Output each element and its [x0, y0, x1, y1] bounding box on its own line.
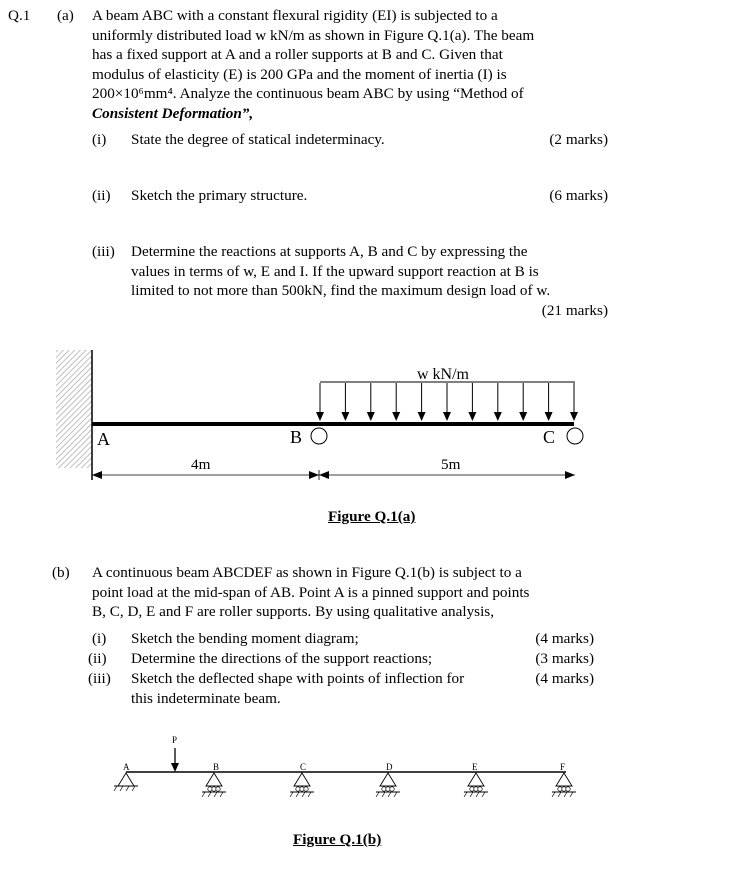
b-i-number: (i) [92, 630, 107, 647]
b-ii-number: (ii) [88, 650, 107, 667]
a-ii-text: Sketch the primary structure. [131, 187, 308, 204]
span-label-ab: 4m [191, 456, 211, 473]
udl-arrow [418, 383, 426, 421]
roller-c [567, 428, 583, 444]
udl-arrow [443, 383, 451, 421]
dim-arrow-a [92, 471, 102, 479]
part-a-label: (a) [57, 7, 74, 24]
part-a-line: uniformly distributed load w kN/m as shown in Figure Q.1(a). The beam [92, 26, 535, 44]
dim-arrow-c [565, 471, 575, 479]
udl-arrow [519, 383, 527, 421]
figure-a-caption: Figure Q.1(a) [328, 508, 416, 525]
udl-arrow [341, 383, 349, 421]
a-iii-marks: (21 marks) [541, 301, 608, 319]
point-load-arrow-head [171, 763, 179, 772]
a-ii-marks: (6 marks) [549, 187, 608, 204]
support-label-b: B [213, 762, 220, 772]
a-ii-number: (ii) [92, 187, 111, 204]
beam-abc [92, 422, 574, 426]
support-label-c: C [543, 427, 556, 447]
b-i-marks: (4 marks) [535, 630, 594, 647]
udl-label: w kN/m [417, 366, 469, 383]
udl-arrow [468, 383, 476, 421]
part-a-line: A beam ABC with a constant flexural rigidity (EI) is subjected to a [92, 7, 498, 24]
support-label-b: B [290, 427, 303, 447]
part-a-line: has a fixed support at A and a roller supports at B and C. Given that [92, 46, 503, 64]
figure-b-caption: Figure Q.1(b) [293, 831, 382, 848]
support-label-d: D [386, 762, 393, 772]
span-label-bc: 5m [441, 456, 461, 473]
support-label-a: A [97, 429, 110, 449]
part-b-line: point load at the mid-span of AB. Point A is a pinned support and points [92, 583, 530, 601]
udl-arrows [316, 383, 578, 421]
a-iii-number: (iii) [92, 243, 115, 260]
b-ii-text: Determine the directions of the support reactions; [131, 650, 433, 667]
udl-arrow [367, 383, 375, 421]
support-label-f: F [560, 762, 566, 772]
dim-arrow-b-left [309, 471, 319, 479]
b-ii-marks: (3 marks) [535, 650, 594, 667]
point-load-label: P [172, 735, 178, 745]
a-i-marks: (2 marks) [549, 131, 608, 148]
part-b-label: (b) [52, 564, 70, 581]
udl-arrow [392, 383, 400, 421]
supports-b [114, 773, 576, 797]
question-number: Q.1 [8, 7, 31, 24]
udl-arrow [570, 383, 578, 421]
b-iii-marks: (4 marks) [535, 670, 594, 687]
support-label-e: E [472, 762, 478, 772]
a-iii-line: Determine the reactions at supports A, B and C by expressing the [131, 243, 528, 260]
b-i-text: Sketch the bending moment diagram; [131, 630, 359, 647]
b-iii-line: Sketch the deflected shape with points of inflection for [131, 670, 465, 687]
udl-arrow [545, 383, 553, 421]
support-label-c: C [300, 762, 307, 772]
b-iii-line: this indeterminate beam. [131, 690, 281, 707]
part-b-line: B, C, D, E and F are roller supports. By using qualitative analysis, [92, 603, 494, 621]
a-i-number: (i) [92, 131, 107, 148]
b-iii-number: (iii) [88, 670, 111, 687]
udl-arrow [494, 383, 502, 421]
support-label-a: A [123, 762, 130, 772]
fixed-wall-hatch [56, 350, 92, 468]
part-b-line: A continuous beam ABCDEF as shown in Figure Q.1(b) is subject to a [92, 564, 522, 581]
dim-arrow-b-right [319, 471, 329, 479]
a-iii-line: values in terms of w, E and I. If the upward support reaction at B is [131, 262, 539, 280]
part-a-line: modulus of elasticity (E) is 200 GPa and the moment of inertia (I) is [92, 65, 507, 83]
part-a-line: 200×10⁶mm⁴. Analyze the continuous beam ABC by using “Method of [92, 85, 524, 103]
roller-b [311, 428, 327, 444]
part-a-line: Consistent Deformation”, [92, 105, 254, 122]
a-iii-line: limited to not more than 500kN, find the maximum design load of w. [131, 282, 551, 300]
udl-arrow [316, 383, 324, 421]
a-i-text: State the degree of statical indeterminacy. [131, 131, 385, 148]
